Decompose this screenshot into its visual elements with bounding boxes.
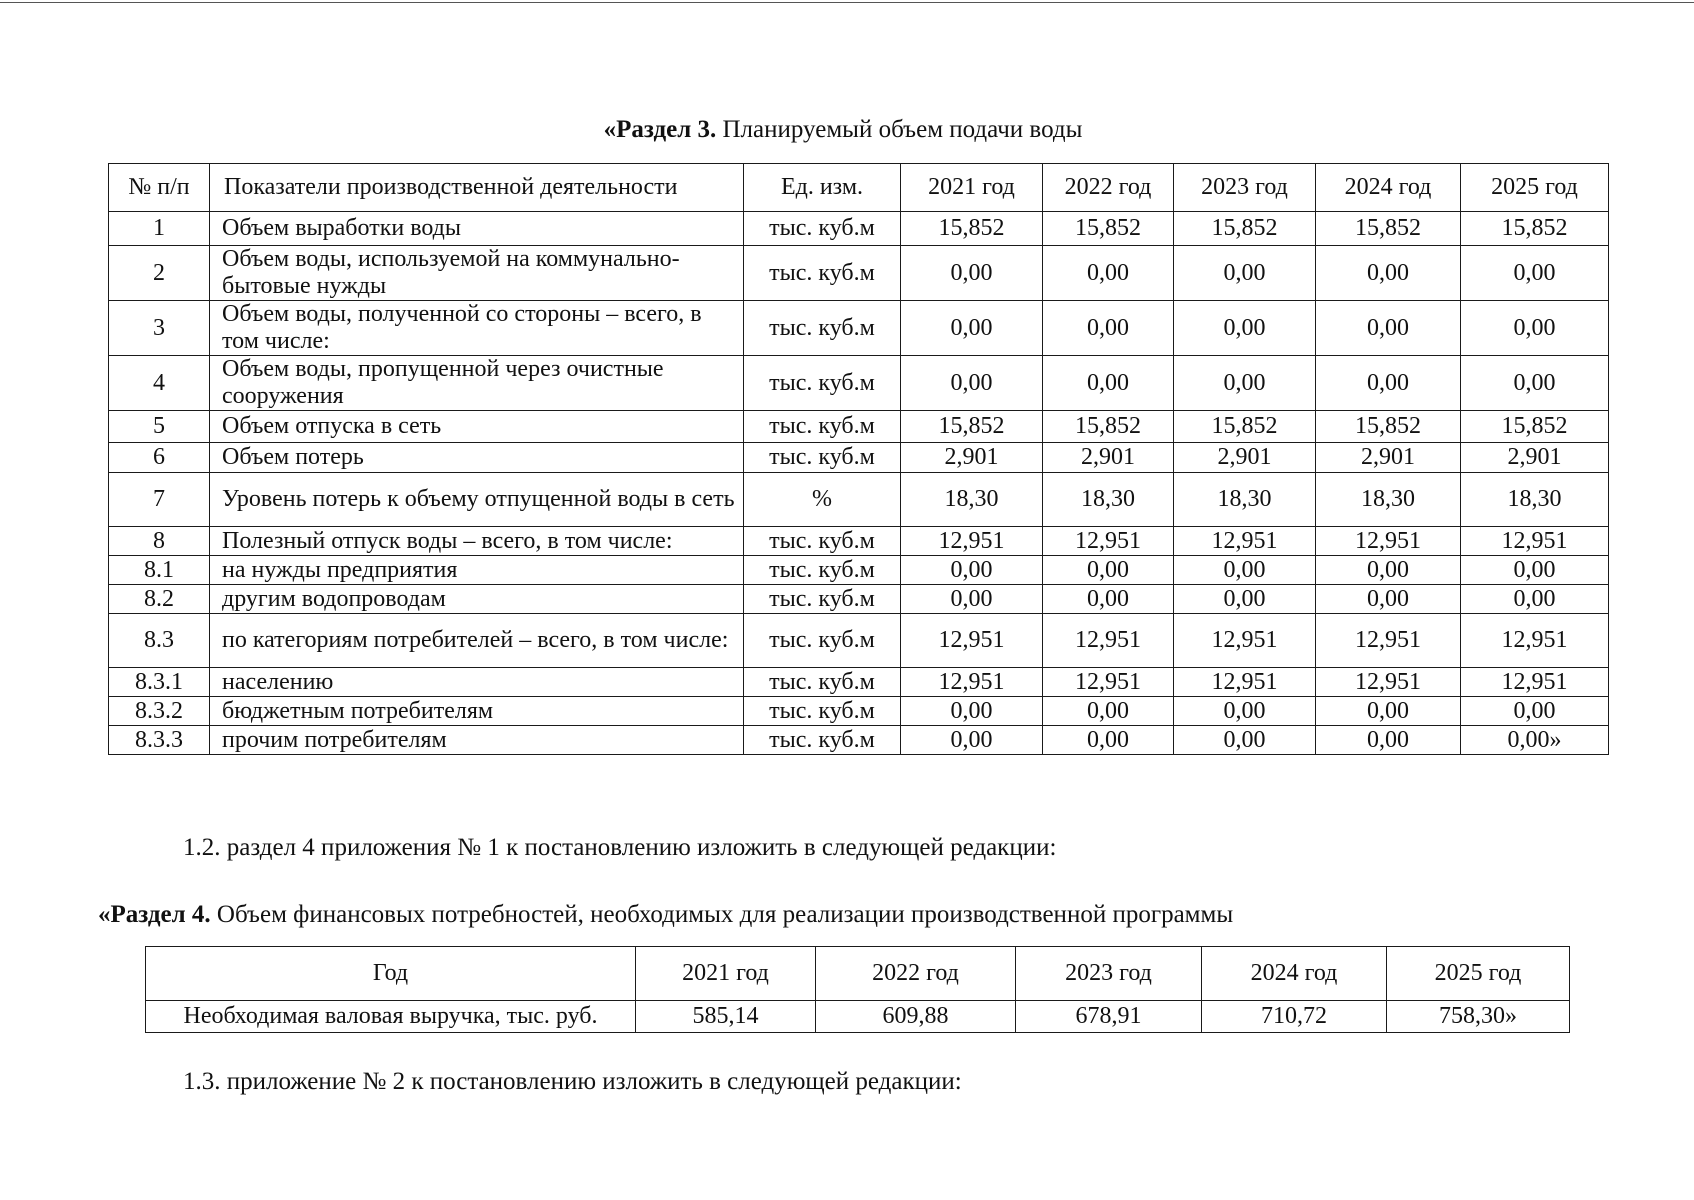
table-row: [109, 411, 1609, 443]
row-value-2024: 15,852: [1316, 411, 1461, 443]
row-value-2025: 0,00: [1461, 301, 1609, 356]
section-3-title: [0, 115, 1690, 145]
col-header-2022: 2022 год: [1043, 164, 1174, 212]
row-unit: тыс. куб.м: [744, 697, 901, 726]
row-number: 8: [109, 527, 210, 556]
row-value-2021: 0,00: [901, 726, 1043, 755]
row-value-2021: 0,00: [901, 556, 1043, 585]
table-row: [109, 443, 1609, 473]
col-header-2021: 2021 год: [636, 947, 816, 1001]
row-value-2022: 2,901: [1043, 443, 1174, 473]
paragraph-1-3: 1.3. приложение № 2 к постановлению изложить в следующей редакции:: [183, 1068, 962, 1095]
revenue-label: Необходимая валовая выручка, тыс. руб.: [146, 1001, 636, 1033]
col-header-2023: 2023 год: [1016, 947, 1202, 1001]
row-value-2021: 0,00: [901, 697, 1043, 726]
row-value-2021: 15,852: [901, 212, 1043, 246]
row-indicator-name: другим водопроводам: [210, 585, 744, 614]
row-indicator-name: прочим потребителям: [210, 726, 744, 755]
row-value-2022: 0,00: [1043, 556, 1174, 585]
row-indicator-name: Объем отпуска в сеть: [210, 411, 744, 443]
revenue-value-2023: 678,91: [1016, 1001, 1202, 1033]
col-header-2025: 2025 год: [1461, 164, 1609, 212]
row-number: 8.3: [109, 614, 210, 668]
row-indicator-name: Объем воды, пропущенной через очистные сооружения: [210, 356, 744, 411]
row-value-2021: 2,901: [901, 443, 1043, 473]
row-value-2025: 0,00: [1461, 356, 1609, 411]
top-rule: [0, 2, 1694, 3]
financial-needs-table: [145, 946, 1570, 1033]
row-value-2025: 12,951: [1461, 614, 1609, 668]
row-unit: %: [744, 473, 901, 527]
row-value-2023: 0,00: [1174, 556, 1316, 585]
row-value-2023: 15,852: [1174, 212, 1316, 246]
row-value-2024: 0,00: [1316, 556, 1461, 585]
row-value-2024: 12,951: [1316, 668, 1461, 697]
row-value-2024: 0,00: [1316, 301, 1461, 356]
col-header-number: № п/п: [109, 164, 210, 212]
row-number: 7: [109, 473, 210, 527]
row-value-2024: 0,00: [1316, 697, 1461, 726]
row-number: 8.3.1: [109, 668, 210, 697]
row-value-2024: 0,00: [1316, 585, 1461, 614]
row-value-2025: 0,00: [1461, 697, 1609, 726]
row-value-2025: 2,901: [1461, 443, 1609, 473]
row-value-2025: 0,00: [1461, 556, 1609, 585]
col-header-indicator: Показатели производственной деятельности: [210, 164, 744, 212]
row-value-2025: 12,951: [1461, 527, 1609, 556]
section-3-title-text: Планируемый объем подачи воды: [716, 116, 1083, 143]
row-indicator-name: бюджетным потребителям: [210, 697, 744, 726]
table-row: [109, 726, 1609, 755]
row-value-2023: 12,951: [1174, 614, 1316, 668]
row-unit: тыс. куб.м: [744, 356, 901, 411]
row-value-2025: 15,852: [1461, 212, 1609, 246]
row-value-2025: 0,00: [1461, 585, 1609, 614]
table-row: [109, 697, 1609, 726]
row-value-2021: 15,852: [901, 411, 1043, 443]
row-value-2023: 0,00: [1174, 697, 1316, 726]
row-value-2024: 12,951: [1316, 614, 1461, 668]
row-number: 6: [109, 443, 210, 473]
row-unit: тыс. куб.м: [744, 301, 901, 356]
row-indicator-name: Объем воды, используемой на коммунально-бытовые нужды: [210, 246, 744, 301]
revenue-value-2022: 609,88: [816, 1001, 1016, 1033]
row-number: 1: [109, 212, 210, 246]
row-indicator-name: Объем потерь: [210, 443, 744, 473]
row-value-2022: 0,00: [1043, 726, 1174, 755]
table-row: [109, 527, 1609, 556]
table-row: [109, 614, 1609, 668]
section-4-title-bold: «Раздел 4.: [98, 901, 211, 928]
table-row: [109, 212, 1609, 246]
row-number: 3: [109, 301, 210, 356]
revenue-value-2024: 710,72: [1202, 1001, 1387, 1033]
row-value-2022: 0,00: [1043, 301, 1174, 356]
section-4-title-text: Объем финансовых потребностей, необходимых для реализации производственной программы: [210, 901, 1234, 928]
row-value-2022: 18,30: [1043, 473, 1174, 527]
row-value-2021: 0,00: [901, 356, 1043, 411]
row-value-2023: 0,00: [1174, 301, 1316, 356]
row-unit: тыс. куб.м: [744, 246, 901, 301]
row-indicator-name: Полезный отпуск воды – всего, в том числе:: [210, 527, 744, 556]
row-value-2022: 12,951: [1043, 527, 1174, 556]
row-value-2022: 0,00: [1043, 585, 1174, 614]
row-value-2022: 15,852: [1043, 212, 1174, 246]
row-unit: тыс. куб.м: [744, 556, 901, 585]
row-value-2024: 15,852: [1316, 212, 1461, 246]
table-row: [146, 1001, 1570, 1033]
row-unit: тыс. куб.м: [744, 527, 901, 556]
row-value-2023: 0,00: [1174, 246, 1316, 301]
col-header-2022: 2022 год: [816, 947, 1016, 1001]
row-value-2022: 0,00: [1043, 246, 1174, 301]
row-number: 8.3.3: [109, 726, 210, 755]
table-row: [109, 301, 1609, 356]
row-value-2023: 12,951: [1174, 668, 1316, 697]
row-number: 8.3.2: [109, 697, 210, 726]
table-row: [109, 356, 1609, 411]
row-value-2024: 0,00: [1316, 356, 1461, 411]
row-value-2021: 18,30: [901, 473, 1043, 527]
col-header-2024: 2024 год: [1316, 164, 1461, 212]
col-header-2024: 2024 год: [1202, 947, 1387, 1001]
row-unit: тыс. куб.м: [744, 614, 901, 668]
financial-needs-table-body: [146, 1001, 1570, 1033]
row-indicator-name: населению: [210, 668, 744, 697]
row-unit: тыс. куб.м: [744, 212, 901, 246]
row-number: 5: [109, 411, 210, 443]
row-value-2023: 0,00: [1174, 585, 1316, 614]
row-value-2022: 0,00: [1043, 697, 1174, 726]
row-unit: тыс. куб.м: [744, 411, 901, 443]
row-number: 8.2: [109, 585, 210, 614]
row-value-2022: 12,951: [1043, 614, 1174, 668]
revenue-value-2025: 758,30»: [1387, 1001, 1570, 1033]
row-value-2025: 18,30: [1461, 473, 1609, 527]
row-indicator-name: по категориям потребителей – всего, в том числе:: [210, 614, 744, 668]
row-unit: тыс. куб.м: [744, 668, 901, 697]
row-indicator-name: Уровень потерь к объему отпущенной воды в сеть: [210, 473, 744, 527]
col-header-year: Год: [146, 947, 636, 1001]
col-header-unit: Ед. изм.: [744, 164, 901, 212]
table-row: [109, 556, 1609, 585]
row-unit: тыс. куб.м: [744, 726, 901, 755]
water-supply-table-body: [109, 212, 1609, 755]
row-value-2023: 18,30: [1174, 473, 1316, 527]
row-value-2021: 0,00: [901, 301, 1043, 356]
row-value-2024: 2,901: [1316, 443, 1461, 473]
financial-needs-table-header: [146, 947, 1570, 1001]
row-value-2023: 0,00: [1174, 726, 1316, 755]
row-value-2021: 12,951: [901, 668, 1043, 697]
row-number: 8.1: [109, 556, 210, 585]
row-number: 2: [109, 246, 210, 301]
table-row: [109, 585, 1609, 614]
row-value-2025: 0,00»: [1461, 726, 1609, 755]
row-value-2022: 15,852: [1043, 411, 1174, 443]
row-unit: тыс. куб.м: [744, 443, 901, 473]
row-value-2021: 0,00: [901, 246, 1043, 301]
row-value-2024: 0,00: [1316, 246, 1461, 301]
col-header-2023: 2023 год: [1174, 164, 1316, 212]
section-4-title: [98, 900, 1233, 930]
water-supply-table: [108, 163, 1609, 755]
row-unit: тыс. куб.м: [744, 585, 901, 614]
col-header-2025: 2025 год: [1387, 947, 1570, 1001]
row-indicator-name: Объем воды, полученной со стороны – всего, в том числе:: [210, 301, 744, 356]
row-value-2023: 2,901: [1174, 443, 1316, 473]
row-value-2025: 12,951: [1461, 668, 1609, 697]
row-value-2021: 0,00: [901, 585, 1043, 614]
row-value-2022: 0,00: [1043, 356, 1174, 411]
row-indicator-name: на нужды предприятия: [210, 556, 744, 585]
row-value-2025: 15,852: [1461, 411, 1609, 443]
row-value-2024: 0,00: [1316, 726, 1461, 755]
row-value-2022: 12,951: [1043, 668, 1174, 697]
row-value-2025: 0,00: [1461, 246, 1609, 301]
table-row: [109, 668, 1609, 697]
row-value-2021: 12,951: [901, 527, 1043, 556]
col-header-2021: 2021 год: [901, 164, 1043, 212]
row-value-2023: 12,951: [1174, 527, 1316, 556]
row-value-2023: 15,852: [1174, 411, 1316, 443]
revenue-value-2021: 585,14: [636, 1001, 816, 1033]
table-row: [109, 473, 1609, 527]
water-supply-table-header: [109, 164, 1609, 212]
row-value-2024: 12,951: [1316, 527, 1461, 556]
row-number: 4: [109, 356, 210, 411]
row-value-2023: 0,00: [1174, 356, 1316, 411]
table-row: [109, 246, 1609, 301]
section-3-title-bold: «Раздел 3.: [603, 116, 717, 143]
row-value-2024: 18,30: [1316, 473, 1461, 527]
row-value-2021: 12,951: [901, 614, 1043, 668]
paragraph-1-2: 1.2. раздел 4 приложения № 1 к постановлению изложить в следующей редакции:: [183, 834, 1057, 861]
row-indicator-name: Объем выработки воды: [210, 212, 744, 246]
